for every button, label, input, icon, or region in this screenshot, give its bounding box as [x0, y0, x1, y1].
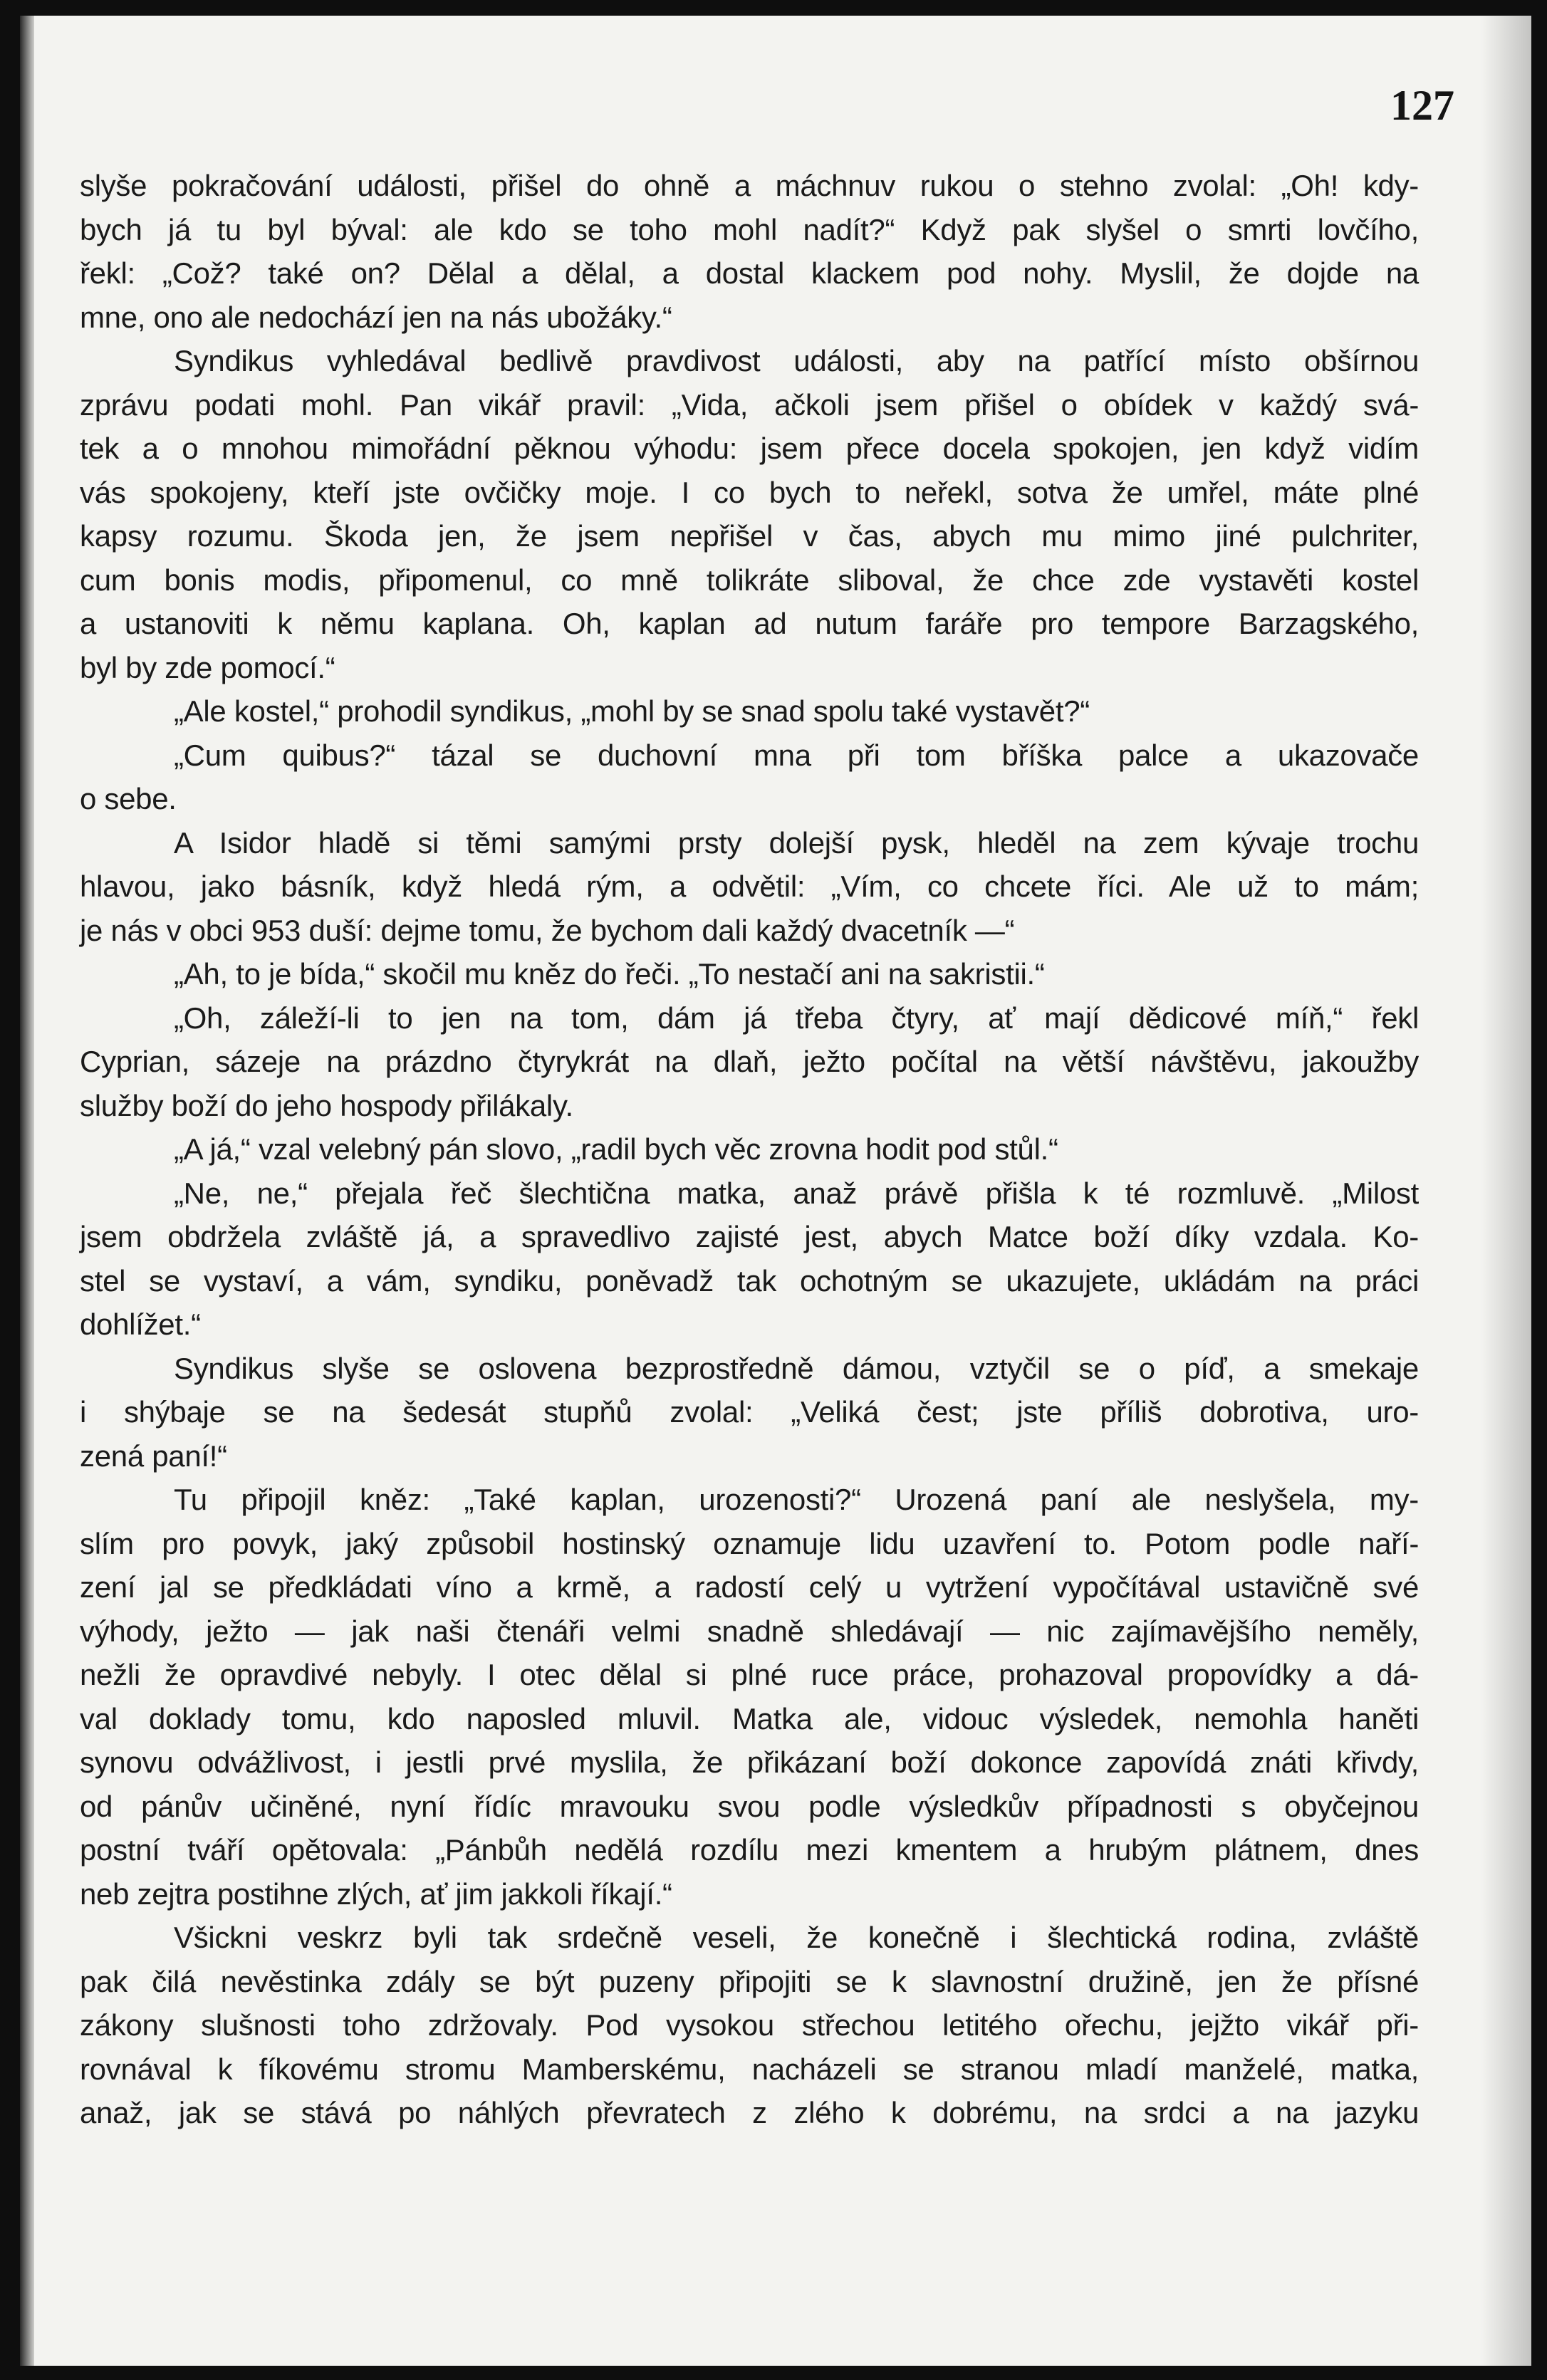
- page-edge-shadow: [1481, 16, 1531, 2366]
- text-line: stel se vystaví, a vám, syndiku, poněvadž tak ochotným se ukazujete, ukládám na práci: [80, 1263, 1419, 1298]
- page-number: 127: [1390, 82, 1454, 129]
- text-line: val doklady tomu, kdo naposled mluvil. Matka ale, vidouc výsledek, nemohla haněti: [80, 1701, 1419, 1736]
- text-line: zená paní!“: [80, 1439, 227, 1473]
- text-line: Tu připojil kněz: „Také kaplan, urozenosti?“ Urozená paní ale neslyšela, my-: [174, 1483, 1419, 1516]
- text-line: Všickni veskrz byli tak srdečně veseli, že konečně i šlechtická rodina, zvláště: [174, 1921, 1419, 1954]
- text-line: i shýbaje se na šedesát stupňů zvolal: „Veliká čest; jste příliš dobrotiva, uro-: [80, 1395, 1419, 1429]
- text-line: slyše pokračování události, přišel do ohně a máchnuv rukou o stehno zvolal: „Oh! kdy-: [80, 169, 1419, 202]
- text-line: „Ale kostel,“ prohodil syndikus, „mohl by se snad spolu také vystavět?“: [174, 694, 1090, 728]
- body-text: [80, 164, 1419, 2135]
- text-line: neb zejtra postihne zlých, ať jim jakkoli říkají.“: [80, 1877, 672, 1911]
- text-line: zení jal se předkládati víno a krmě, a radostí celý u vytržení vypočítával ustavičně své: [80, 1570, 1419, 1604]
- text-line: dohlížet.“: [80, 1308, 201, 1341]
- text-line: služby boží do jeho hospody přilákaly.: [80, 1088, 573, 1122]
- text-line: pak čilá nevěstinka zdály se být puzeny připojiti se k slavnostní družině, jen že přísné: [80, 1964, 1419, 1998]
- text-line: nežli že opravdivé nebyly. I otec dělal si plné ruce práce, prohazoval propovídky a dá-: [80, 1658, 1419, 1691]
- text-line: „Ne, ne,“ přejala řeč šlechtična matka, anaž právě přišla k té rozmluvě. „Milost: [174, 1176, 1419, 1210]
- text-line: postní tváří opětovala: „Pánbůh nedělá rozdílu mezi kmentem a hrubým plátnem, dnes: [80, 1833, 1419, 1867]
- text-line: jsem obdržela zvláště já, a spravedlivo zajisté jest, abych Matce boží díky vzdala. Ko-: [80, 1220, 1419, 1253]
- text-line: je nás v obci 953 duší: dejme tomu, že bychom dali každý dvacetník —“: [80, 913, 1015, 947]
- text-line: „Cum quibus?“ tázal se duchovní mna při tom bříška palce a ukazovače: [174, 738, 1419, 772]
- text-line: mne, ono ale nedochází jen na nás ubožáky.“: [80, 300, 672, 334]
- text-line: kapsy rozumu. Škoda jen, že jsem nepřišel v čas, abych mu mimo jiné pulchriter,: [80, 519, 1419, 553]
- text-line: zprávu podati mohl. Pan vikář pravil: „Vida, ačkoli jsem přišel o obídek v každý svá-: [80, 387, 1419, 422]
- text-line: slím pro povyk, jaký způsobil hostinský oznamuje lidu uzavření to. Potom podle naří-: [80, 1526, 1419, 1560]
- text-line: od pánův učiněné, nyní řídíc mravouku svou podle výsledkův případnosti s obyčejnou: [80, 1789, 1419, 1823]
- text-line: výhody, ježto — jak naši čtenáři velmi snadně shledávají — nic zajímavějšího neměly,: [80, 1614, 1419, 1648]
- text-line: řekl: „Což? také on? Dělal a dělal, a dostal klackem pod nohy. Myslil, že dojde na: [80, 256, 1419, 290]
- text-line: vás spokojeny, kteří jste ovčičky moje. I co bych to neřekl, sotva že umřel, máte plné: [80, 475, 1419, 509]
- text-line: synovu odvážlivost, i jestli prvé myslila, že přikázaní boží dokonce zapovídá znáti křivdy,: [80, 1745, 1419, 1779]
- text-line: Syndikus vyhledával bedlivě pravdivost události, aby na patřící místo obšírnou: [174, 344, 1419, 377]
- text-line: byl by zde pomocí.“: [80, 650, 335, 684]
- text-line: A Isidor hladě si těmi samými prsty dolejší pysk, hleděl na zem kývaje trochu: [174, 825, 1419, 860]
- text-line: zákony slušnosti toho zdržovaly. Pod vysokou střechou letitého ořechu, jejžto vikář při-: [80, 2008, 1419, 2042]
- text-line: anaž, jak se stává po náhlých převratech z zlého k dobrému, na srdci a na jazyku: [80, 2096, 1419, 2129]
- text-line: a ustanoviti k němu kaplana. Oh, kaplan ad nutum faráře pro tempore Barzagského,: [80, 607, 1419, 640]
- text-line: „Ah, to je bída,“ skočil mu kněz do řeči. „To nestačí ani na sakristii.“: [174, 957, 1045, 991]
- text-line: rovnával k fíkovému stromu Mamberskému, nacházeli se stranou mladí manželé, matka,: [80, 2052, 1419, 2086]
- text-line: „Oh, záleží-li to jen na tom, dám já třeba čtyry, ať mají dědicové míň,“ řekl: [174, 1001, 1419, 1035]
- text-line: tek a o mnohou mimořádní pěknou výhodu: jsem přece docela spokojen, jen když vidím: [80, 432, 1419, 465]
- text-line: bych já tu byl býval: ale kdo se toho mohl nadít?“ Když pak slyšel o smrti lovčího,: [80, 212, 1419, 246]
- book-page: [20, 16, 1531, 2366]
- text-line: Cyprian, sázeje na prázdno čtyrykrát na dlaň, ježto počítal na větší návštěvu, jakoužby: [80, 1045, 1419, 1078]
- text-line: hlavou, jako básník, když hledá rým, a odvětil: „Vím, co chcete říci. Ale už to mám;: [80, 870, 1419, 903]
- text-line: cum bonis modis, připomenul, co mně tolikráte sliboval, že chce zde vystavěti kostel: [80, 563, 1419, 597]
- text-line: o sebe.: [80, 782, 177, 815]
- text-line: „A já,“ vzal velebný pán slovo, „radil bych věc zrovna hodit pod stůl.“: [174, 1132, 1058, 1166]
- text-line: Syndikus slyše se oslovena bezprostředně dámou, vztyčil se o píď, a smekaje: [174, 1351, 1419, 1385]
- binding-gutter: [20, 16, 34, 2366]
